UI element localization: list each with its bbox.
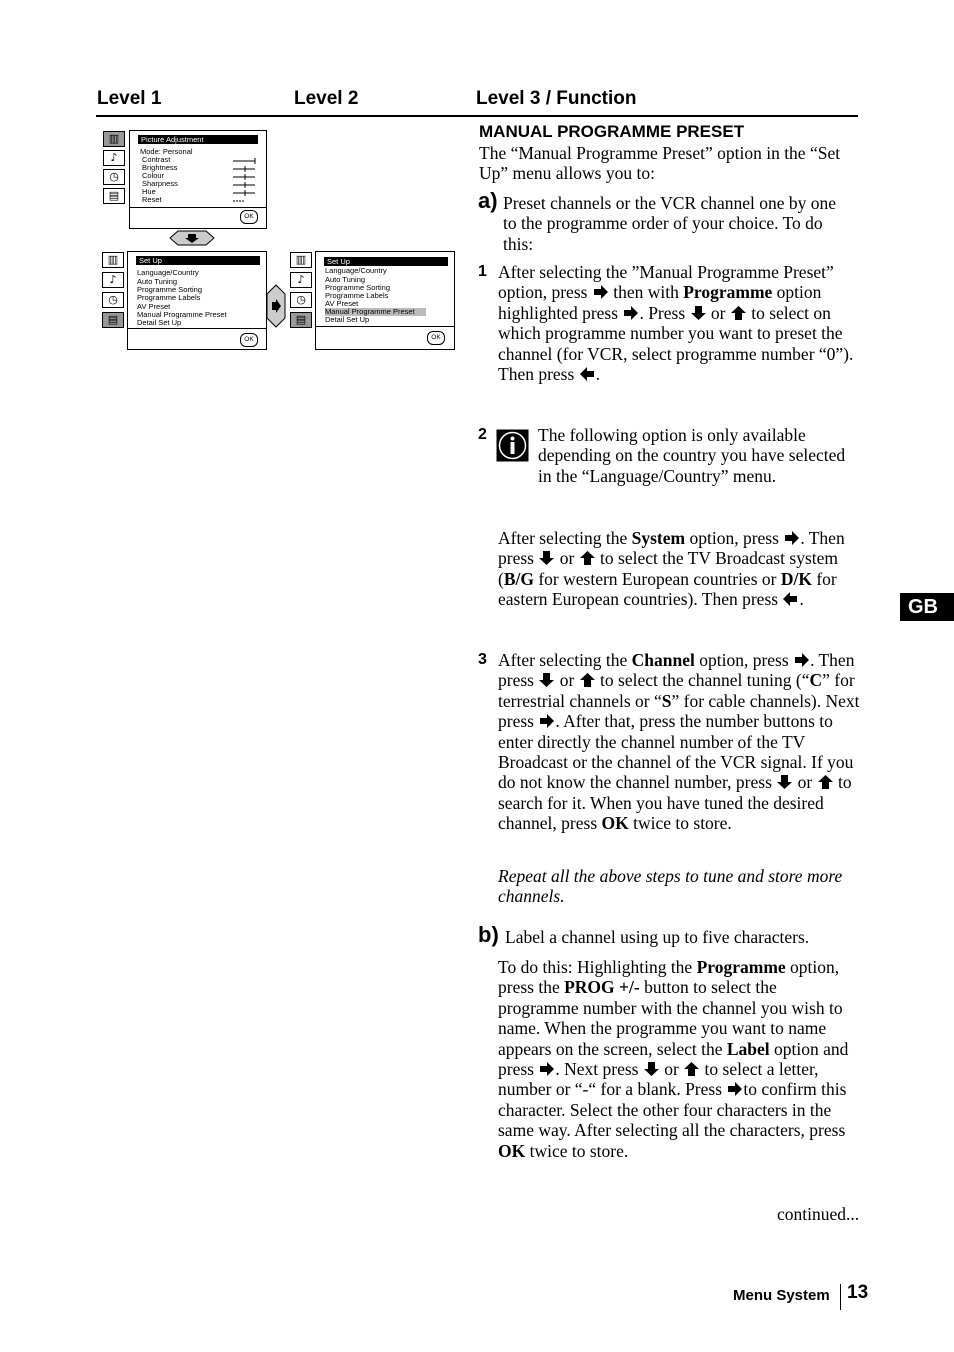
right-arrow-icon (793, 652, 810, 668)
page-number: 13 (847, 1282, 869, 1303)
menu-item: Hue (142, 187, 156, 196)
up-arrow-icon (730, 305, 747, 321)
menu-item: Colour (142, 171, 165, 180)
right-arrow-icon (783, 530, 800, 546)
menu-item: Language/Country (137, 268, 199, 277)
right-arrow-icon (726, 1081, 743, 1097)
level3-header: Level 3 / Function (476, 88, 637, 109)
step-2-text: After selecting the System option, press . Then press or to select the TV Broadcast system (B/G for western European countries or D/K for eastern European countries). Then press . (498, 528, 845, 610)
left-arrow-icon (579, 366, 596, 382)
picture-menu-box (129, 130, 267, 229)
up-arrow-icon (683, 1061, 700, 1077)
timer-icon: ◷ (102, 292, 124, 308)
menu-title: Set Up (136, 256, 260, 265)
picture-icon: ▥ (102, 252, 124, 268)
menu-item: Sharpness (142, 179, 178, 188)
menu-item: Detail Set Up (325, 315, 370, 324)
option-a-label: a) (478, 188, 498, 213)
menu-item: Mode: Personal (140, 147, 193, 156)
level1-header: Level 1 (97, 88, 162, 109)
up-arrow-icon (579, 672, 596, 688)
language-tab: GB (900, 593, 954, 621)
picture-icon: ▥ (290, 252, 312, 268)
up-arrow-icon (817, 774, 834, 790)
setup-menu-box-2 (315, 251, 455, 350)
option-b-label: b) (478, 922, 499, 947)
down-arrow-icon (776, 774, 793, 790)
option-a-text: Preset channels or the VCR channel one by one to the programme order of your choice. To do this: (503, 193, 837, 254)
menu-item: Auto Tuning (325, 275, 366, 284)
setup-menu-box (127, 251, 267, 350)
menu-item: Contrast (142, 155, 171, 164)
menu-item-highlighted: Manual Programme Preset (325, 308, 426, 316)
right-arrow-icon (592, 284, 609, 300)
footer-section: Menu System (733, 1287, 830, 1304)
ok-icon: OK (240, 333, 258, 347)
footer-divider (840, 1284, 841, 1310)
menu-title: Set Up (324, 257, 448, 266)
sound-icon: ♪ (103, 150, 125, 166)
menu-item: Language/Country (325, 266, 387, 275)
down-arrow-icon (538, 550, 555, 566)
intro-text: The “Manual Programme Preset” option in the “Set Up” menu allows you to: (479, 143, 841, 184)
right-arrow-icon (266, 284, 286, 328)
step-1-number: 1 (478, 263, 487, 280)
menu-item: Programme Sorting (325, 283, 391, 292)
sound-icon: ♪ (102, 272, 124, 288)
picture-icon: ▥ (103, 131, 125, 147)
down-arrow-icon (538, 672, 555, 688)
level2-header: Level 2 (294, 88, 359, 109)
step-1-text: After selecting the ”Manual Programme Preset” option, press then with Programme option highlighted press . Press or to select on which programme number you want to preset the channel (for VCR, select programme number “0”). Then press . (498, 262, 854, 385)
down-arrow-icon (690, 305, 707, 321)
ok-icon: OK (427, 331, 445, 345)
timer-icon: ◷ (103, 169, 125, 185)
menu-item: AV Preset (325, 299, 359, 308)
setup-icon: ▤ (290, 312, 312, 328)
ok-icon: OK (240, 210, 258, 224)
menu-item: Detail Set Up (137, 318, 182, 327)
right-arrow-icon (622, 305, 639, 321)
step-2-note: The following option is only available depending on the country you have selected in the “Language/Country” menu. (538, 425, 846, 486)
menu-item: Programme Labels (325, 291, 389, 300)
right-arrow-icon (538, 1061, 555, 1077)
option-b-paragraph: To do this: Highlighting the Programme option, press the PROG +/- button to select the programme number with the channel you wish to name. When the programme you want to name appears on the screen, select the Label option and press . Next press or to select a letter, number or “-“ for a blank. Press to confirm this character. Select the other four characters in the same way. After selecting all the characters, press OK twice to store. (498, 957, 849, 1161)
step-2-number: 2 (478, 426, 487, 443)
setup-icon: ▤ (103, 188, 125, 204)
down-arrow-icon (643, 1061, 660, 1077)
menu-title: Picture Adjustment (138, 135, 258, 144)
menu-item: Programme Labels (137, 293, 201, 302)
menu-item: AV Preset (137, 301, 171, 311)
down-arrow-icon (168, 230, 216, 246)
slider-bars (233, 157, 259, 205)
setup-icon: ▤ (102, 312, 124, 328)
timer-icon: ◷ (290, 292, 312, 308)
menu-item: Programme Sorting (137, 285, 203, 294)
up-arrow-icon (579, 550, 596, 566)
section-title: MANUAL PROGRAMME PRESET (479, 122, 745, 141)
step-3-text: After selecting the Channel option, press . Then press or to select the channel tuning (“C” for terrestrial channels or “S” for cable channels). Next press . After that, press the number buttons to enter directly the channel number of the TV Broadcast or the channel of the VCR signal. If you do not know the channel number, press or to search for it. When you have tuned the desired channel, press OK twice to store. (498, 650, 860, 834)
repeat-note: Repeat all the above steps to tune and store more channels. (498, 866, 843, 907)
menu-item: Auto Tuning (137, 276, 178, 286)
menu-item: Brightness (142, 163, 178, 172)
continued-text: continued... (777, 1204, 860, 1224)
left-arrow-icon (782, 591, 799, 607)
sound-icon: ♪ (290, 272, 312, 288)
right-arrow-icon (538, 713, 555, 729)
menu-item: Manual Programme Preset (137, 310, 227, 319)
option-b-text: Label a channel using up to five characters. (505, 927, 810, 947)
step-3-number: 3 (478, 651, 487, 668)
header-rule (96, 115, 858, 117)
info-icon (496, 429, 529, 462)
menu-item: Reset (142, 195, 162, 204)
